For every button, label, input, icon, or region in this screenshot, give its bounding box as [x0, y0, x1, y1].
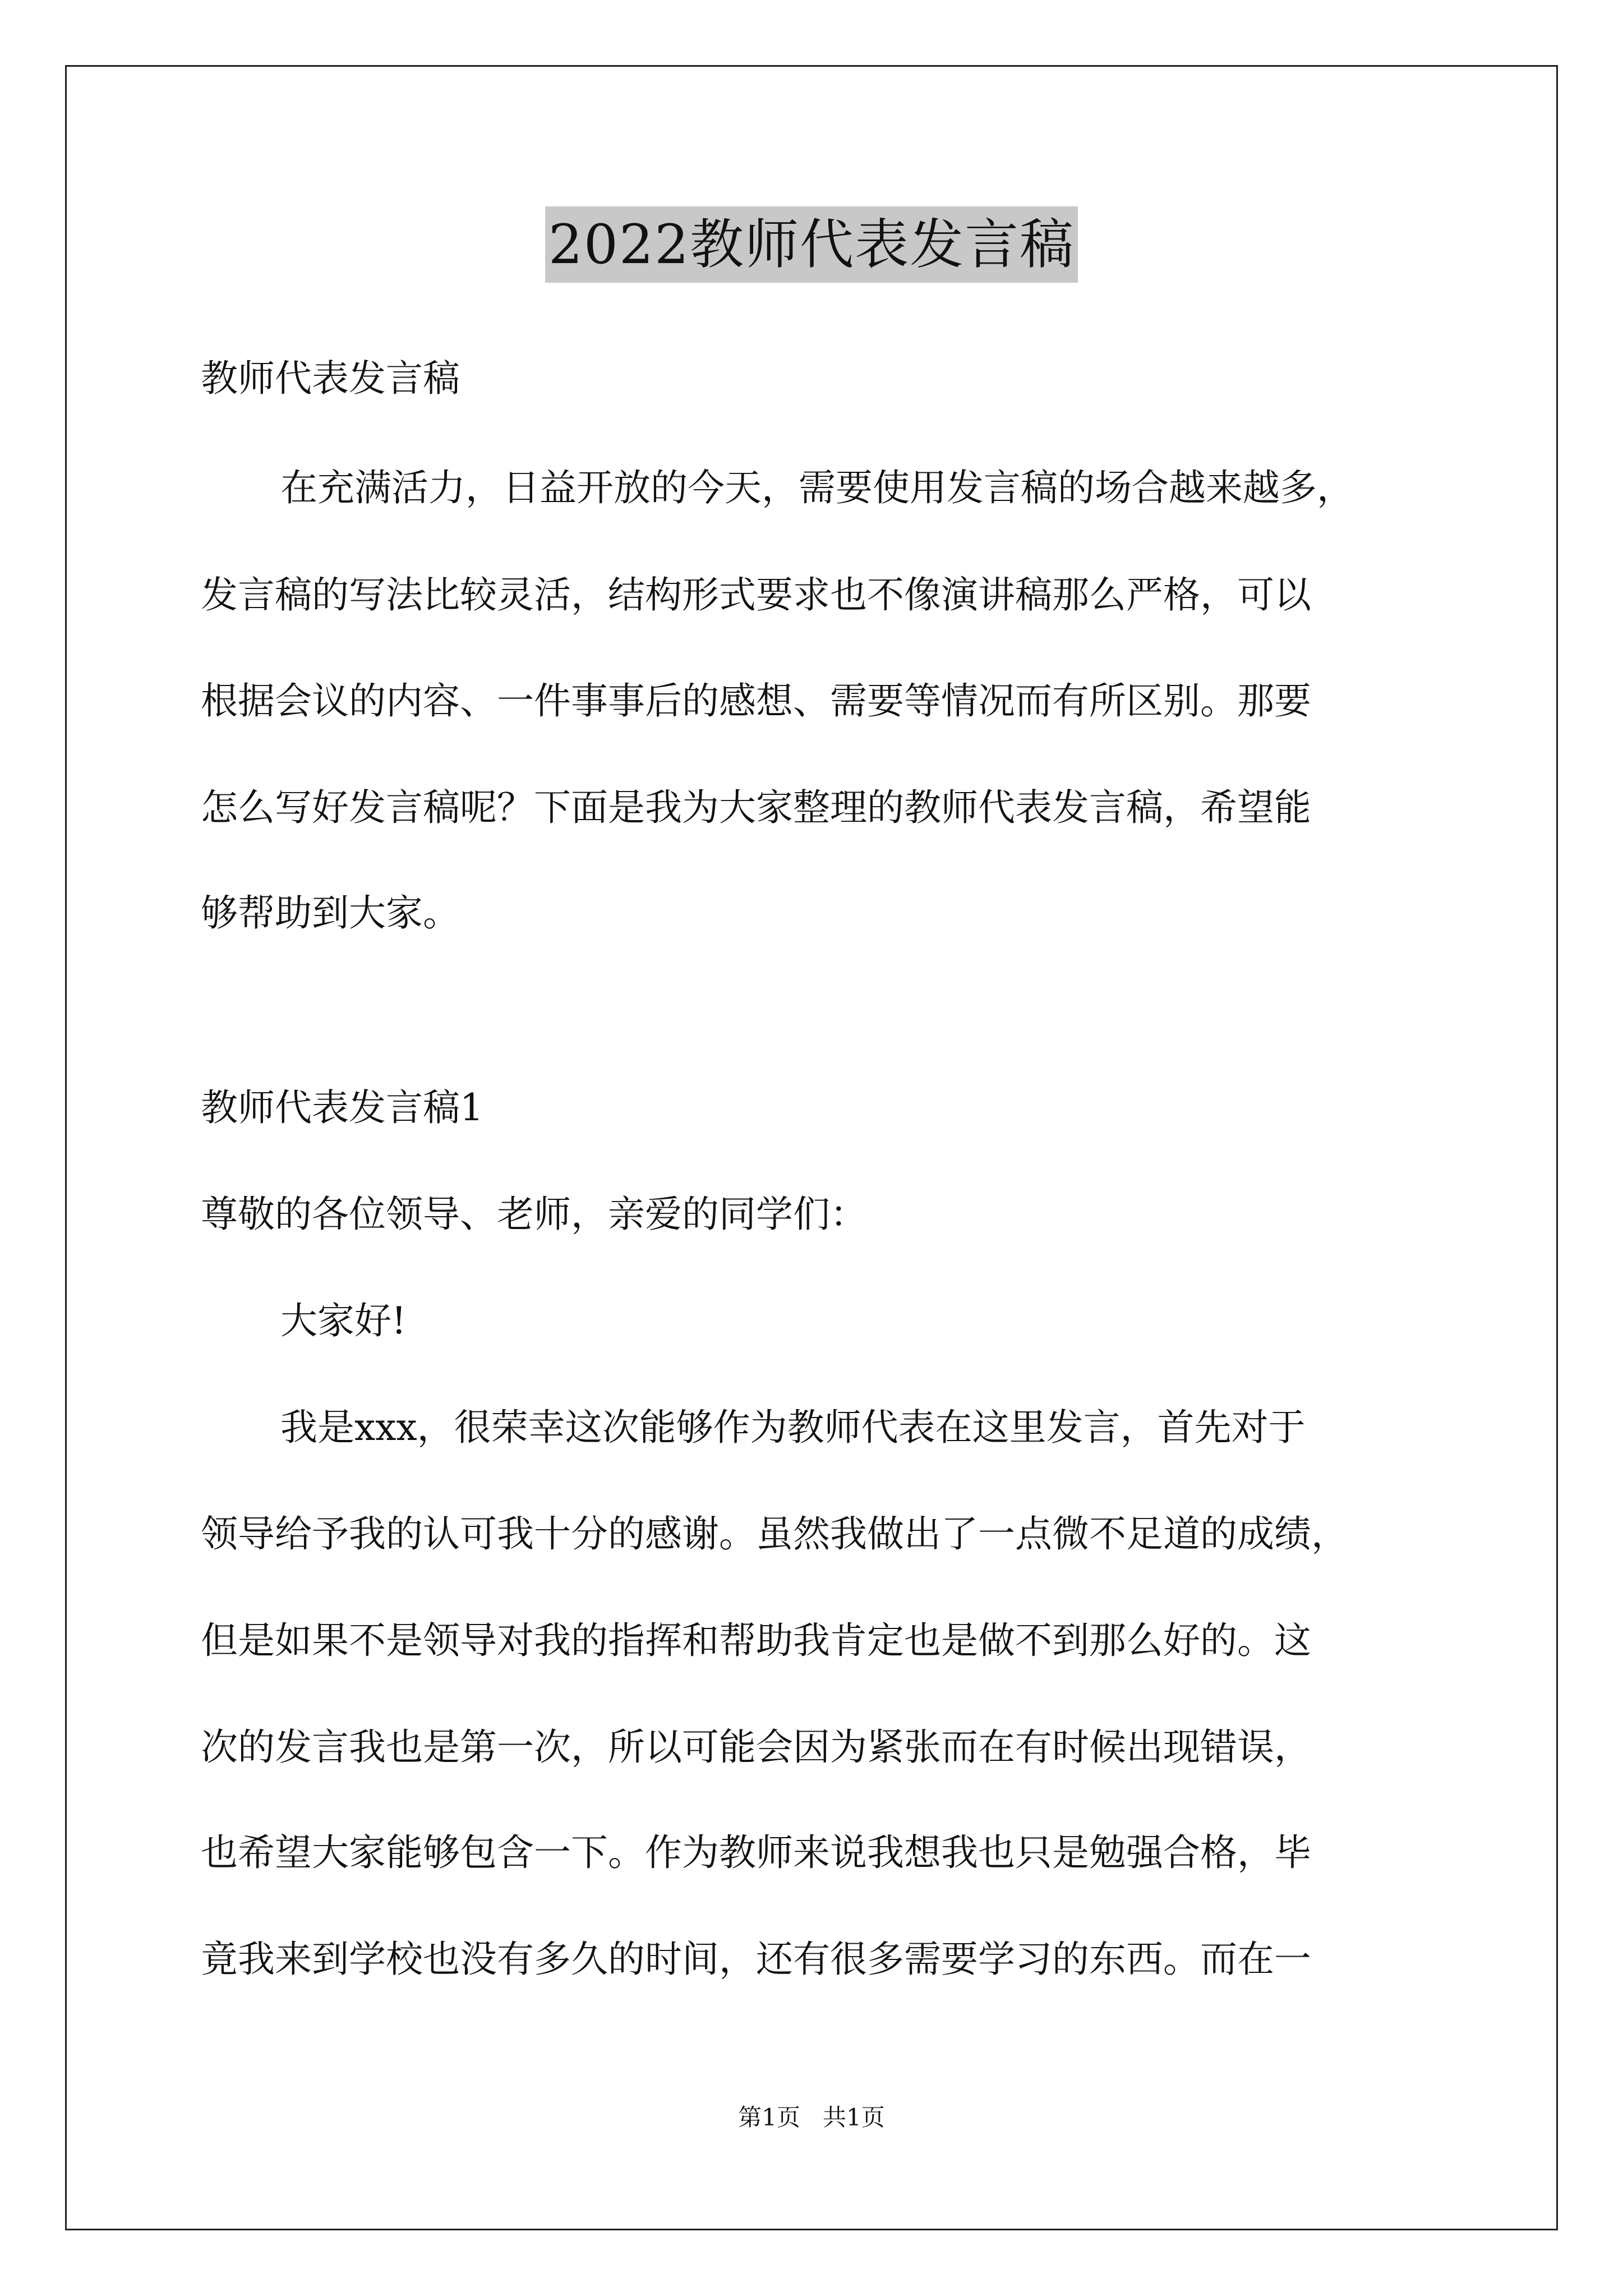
paragraph-line: 但是如果不是领导对我的指挥和帮助我肯定也是做不到那么好的。这: [201, 1619, 1311, 1662]
document-title: 2022教师代表发言稿: [545, 206, 1078, 283]
paragraph-line: 发言稿的写法比较灵活，结构形式要求也不像演讲稿那么严格，可以: [201, 573, 1311, 616]
paragraph-line: 竟我来到学校也没有多久的时间，还有很多需要学习的东西。而在一: [201, 1938, 1311, 1981]
title-container: [0, 206, 1623, 283]
greeting: 大家好!: [280, 1299, 407, 1342]
paragraph-line: 也希望大家能够包含一下。作为教师来说我想我也只是勉强合格，毕: [201, 1831, 1311, 1874]
salutation: 尊敬的各位领导、老师，亲爱的同学们：: [201, 1193, 867, 1236]
paragraph-line: 在充满活力，日益开放的今天，需要使用发言稿的场合越来越多，: [280, 466, 1354, 509]
page-footer: 第1页 共1页: [738, 2104, 885, 2131]
paragraph-line: 够帮助到大家。: [201, 891, 460, 935]
paragraph-line: 次的发言我也是第一次，所以可能会因为紧张而在有时候出现错误，: [201, 1726, 1311, 1769]
section-heading-1: 教师代表发言稿1: [201, 1086, 483, 1129]
paragraph-line: 我是xxx，很荣幸这次能够作为教师代表在这里发言，首先对于: [280, 1406, 1306, 1449]
section-heading-intro: 教师代表发言稿: [201, 357, 460, 400]
paragraph-line: 领导给予我的认可我十分的感谢。虽然我做出了一点微不足道的成绩，: [201, 1512, 1348, 1556]
paragraph-line: 根据会议的内容、一件事事后的感想、需要等情况而有所区别。那要: [201, 679, 1311, 723]
paragraph-line: 怎么写好发言稿呢？下面是我为大家整理的教师代表发言稿，希望能: [201, 786, 1311, 829]
